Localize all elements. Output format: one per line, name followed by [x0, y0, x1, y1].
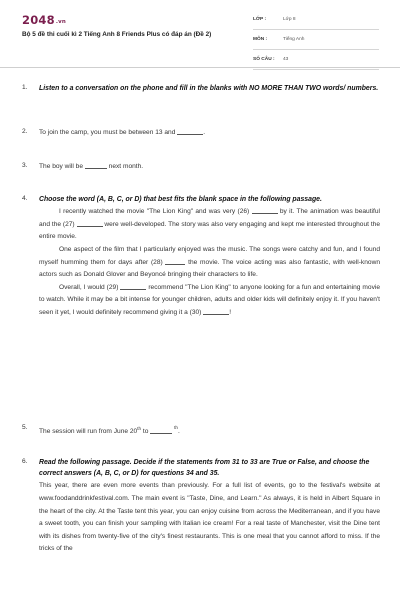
answer-blank-26[interactable] — [252, 206, 278, 214]
answer-blank[interactable] — [177, 127, 203, 135]
question-2: 2. To join the camp, you must be between 13 and . — [22, 128, 206, 136]
passage-paragraph: This year, there are even more events than previously. For a full list of events, go to the festival's website at www.foodanddrinkfestival.com. The main event is "Taste, Dine, and Learn." As always, it is held in Albert Square in the heart of the city. At the Taste tent this year, you can enjoy cuisine from across the Mediterranean, and if you have a sweet tooth, you can finish your sampling with Italian ice cream! For a real taste of Manchester, visit the Dine tent with its dishes from twenty-five of the city's finest restaurants. This is one meal that you cannot afford to miss. If the tricks of the — [39, 482, 380, 553]
answer-blank-29[interactable] — [120, 282, 146, 290]
meta-row-grade: LỚP : Lớp 8 — [253, 13, 379, 30]
question-6-instruction: Read the following passage. Decide if the statements from 31 to 33 are True or False, and choose the correct answers (A, B, C, or D) for questions 34 and 35. — [39, 459, 370, 478]
meta-row-subject: MÔN : Tiếng Anh — [253, 33, 379, 50]
answer-blank[interactable] — [85, 161, 107, 169]
header-divider — [0, 67, 400, 68]
question-4-instruction: Choose the word (A, B, C, or D) that best fits the blank space in the following passage. — [39, 196, 322, 203]
answer-blank-30[interactable] — [203, 307, 229, 315]
page-header — [0, 0, 400, 66]
passage-paragraph-1: I recently watched the movie "The Lion King" and was very (26) by it. The animation was beautiful and the (27) were well-developed. The story was also very engaging and kept me interested throughout the entire movie. — [39, 208, 380, 241]
answer-blank-27[interactable] — [77, 219, 103, 227]
question-3: 3. The boy will be next month. — [22, 162, 144, 170]
passage-paragraph-3: Overall, I would (29) recommend "The Lion King" to anyone looking for a fun and entertaining movie to watch. While it may be a bit intense for younger children, adults and older kids will definitely enjoy it. If you haven't seen it yet, I would definitely recommend giving it a (30) ! — [39, 283, 380, 316]
question-4: 4. Choose the word (A, B, C, or D) that best fits the blank space in the following passage. I recently watched the movie "The Lion King" and was very (26) by it. The animation was beautiful and the (27) were well-developed. The story was also very engaging and kept me interested throughout the entire movie. One aspect of the film that I particularly enjoyed was the music. The songs were catchy and fun, and I found myself humming them for days after (28) the movie. The voice acting was also fantastic, with well-known actors such as Donald Glover and Beyoncé bringing their characters to life. Overall, I would (29) recommend "The Lion King" to anyone looking for a fun and entertaining movie to watch. While it may be a bit intense for younger children, adults and older kids will definitely enjoy it. If you haven't seen it yet, I would definitely recommend giving it a (30) ! — [22, 194, 380, 320]
question-1-instruction: Listen to a conversation on the phone and fill in the blanks with NO MORE THAN TWO words/ numbers. — [39, 85, 379, 92]
document-title: Bộ 5 đề thi cuối kì 2 Tiếng Anh 8 Friends Plus có đáp án (Đề 2) — [22, 31, 212, 38]
answer-blank-28[interactable] — [165, 257, 185, 265]
question-6: 6. Read the following passage. Decide if the statements from 31 to 33 are True or False, and choose the correct answers (A, B, C, or D) for questions 34 and 35. This year, there are even more events than previously. For a full list of events, go to the festival's website at www.foodanddrinkfestival.com. The main event is "Taste, Dine, and Learn." As always, it is held in Albert Square in the heart of the city. At the Taste tent this year, you can enjoy cuisine from across the Mediterranean, and if you have a sweet tooth, you can finish your sampling with Italian ice cream! For a real taste of Manchester, visit the Dine tent with its dishes from twenty-five of the city's finest restaurants. This is one meal that you cannot afford to miss. If the tricks of the — [22, 457, 380, 556]
meta-table — [253, 13, 379, 73]
question-5: 5. The session will run from June 20th to $^{th}$. — [22, 424, 180, 435]
site-logo[interactable]: 2048.vn — [22, 13, 67, 27]
meta-row-question-count: SỐ CÂU : 43 — [253, 53, 379, 70]
passage-paragraph-2: One aspect of the film that I particularly enjoyed was the music. The songs were catchy and fun, and I found myself humming them for days after (28) the movie. The voice acting was also fantastic, with well-known actors such as Donald Glover and Beyoncé bringing their characters to life. — [39, 245, 380, 279]
question-1: 1. Listen to a conversation on the phone and fill in the blanks with NO MORE THAN TWO words/ numbers. — [22, 83, 380, 94]
answer-blank[interactable] — [150, 426, 172, 434]
